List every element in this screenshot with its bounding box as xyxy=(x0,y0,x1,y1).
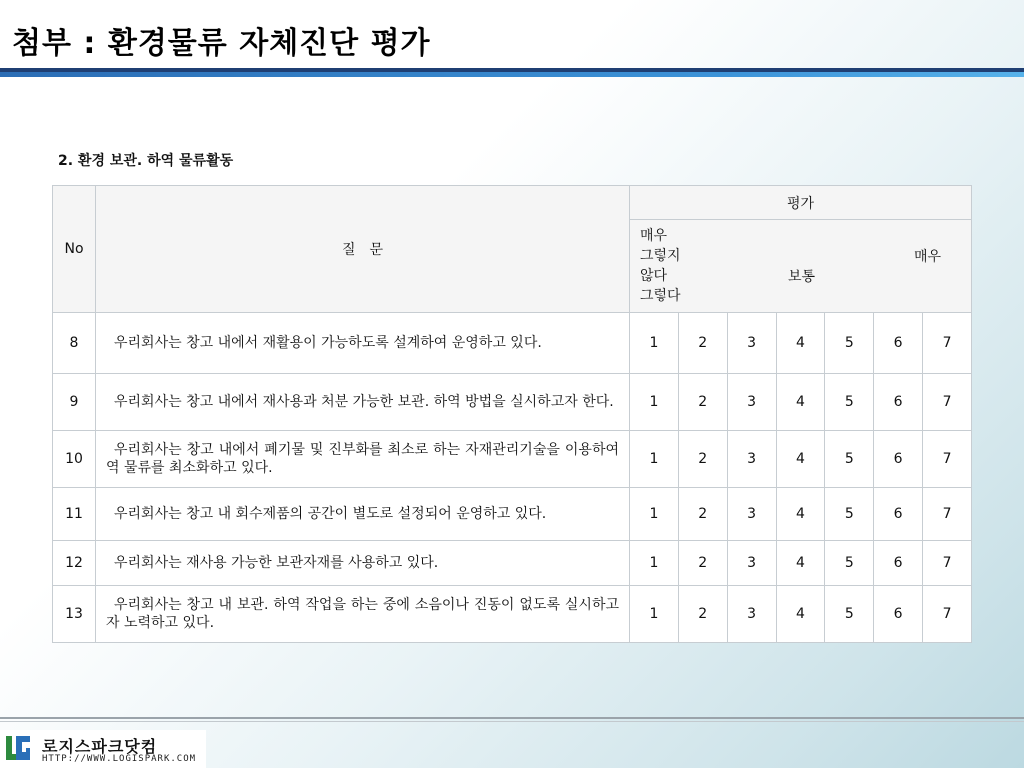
score-option-4[interactable]: 4 xyxy=(776,541,825,586)
score-option-3[interactable]: 3 xyxy=(727,374,776,431)
score-option-3[interactable]: 3 xyxy=(727,586,776,643)
score-option-5[interactable]: 5 xyxy=(825,431,874,488)
table-row xyxy=(53,488,972,541)
score-option-3[interactable]: 3 xyxy=(727,313,776,374)
row-number: 10 xyxy=(53,431,96,488)
score-option-6[interactable]: 6 xyxy=(874,488,923,541)
score-option-5[interactable]: 5 xyxy=(825,586,874,643)
table-body xyxy=(53,313,972,643)
score-option-1[interactable]: 1 xyxy=(630,431,679,488)
row-number: 8 xyxy=(53,313,96,374)
score-option-7[interactable]: 7 xyxy=(923,374,972,431)
table-row xyxy=(53,541,972,586)
table-row xyxy=(53,431,972,488)
question-cell xyxy=(96,313,630,374)
title-divider-light xyxy=(0,72,1024,77)
score-option-4[interactable]: 4 xyxy=(776,431,825,488)
question-cell xyxy=(96,374,630,431)
score-option-1[interactable]: 1 xyxy=(630,488,679,541)
logistics-logo-icon xyxy=(4,734,32,762)
score-option-5[interactable]: 5 xyxy=(825,541,874,586)
score-option-6[interactable]: 6 xyxy=(874,313,923,374)
question-cell xyxy=(96,488,630,541)
score-option-7[interactable]: 7 xyxy=(923,488,972,541)
row-number: 12 xyxy=(53,541,96,586)
question-text: 우리회사는 재사용 가능한 보관자재를 사용하고 있다. xyxy=(114,555,439,571)
scale-legend-mid: 보통 xyxy=(788,269,816,285)
footer-divider xyxy=(0,717,1024,719)
question-cell xyxy=(96,431,630,488)
question-text: 우리회사는 창고 내 보관. 하역 작업을 하는 중에 소음이나 진동이 없도록 실시하고자 노력하고 있다. xyxy=(106,597,619,631)
question-text: 우리회사는 창고 내에서 재사용과 처분 가능한 보관. 하역 방법을 실시하고자 한다. xyxy=(114,394,614,410)
score-option-1[interactable]: 1 xyxy=(630,374,679,431)
section-subtitle: 2. 환경 보관. 하역 물류활동 xyxy=(58,153,234,169)
logo-url: HTTP://WWW.LOGISPARK.COM xyxy=(42,754,197,764)
scale-legend-low-line1: 매우 xyxy=(640,228,668,244)
scale-legend-low xyxy=(640,226,681,306)
column-header-question: 질 문 xyxy=(96,186,630,313)
column-header-no: No xyxy=(53,186,96,313)
score-option-5[interactable]: 5 xyxy=(825,313,874,374)
table-row xyxy=(53,313,972,374)
score-option-6[interactable]: 6 xyxy=(874,541,923,586)
score-option-7[interactable]: 7 xyxy=(923,541,972,586)
score-option-2[interactable]: 2 xyxy=(678,313,727,374)
score-option-2[interactable]: 2 xyxy=(678,586,727,643)
score-option-2[interactable]: 2 xyxy=(678,488,727,541)
question-text: 우리회사는 창고 내에서 재활용이 가능하도록 설계하여 운영하고 있다. xyxy=(114,335,542,351)
score-option-3[interactable]: 3 xyxy=(727,541,776,586)
score-option-5[interactable]: 5 xyxy=(825,488,874,541)
table-row xyxy=(53,586,972,643)
question-cell xyxy=(96,586,630,643)
score-option-6[interactable]: 6 xyxy=(874,374,923,431)
score-option-6[interactable]: 6 xyxy=(874,586,923,643)
score-option-1[interactable]: 1 xyxy=(630,541,679,586)
footer-divider-thin xyxy=(0,721,1024,722)
row-number: 9 xyxy=(53,374,96,431)
scale-legend-low-line4: 그렇다 xyxy=(640,288,681,304)
score-option-1[interactable]: 1 xyxy=(630,313,679,374)
score-option-5[interactable]: 5 xyxy=(825,374,874,431)
scale-legend-high: 매우 xyxy=(913,249,941,265)
logo-name: 로지스파크닷컴 xyxy=(42,737,158,756)
column-header-evaluation: 평가 xyxy=(630,186,972,220)
score-option-3[interactable]: 3 xyxy=(727,488,776,541)
score-option-4[interactable]: 4 xyxy=(776,488,825,541)
score-option-4[interactable]: 4 xyxy=(776,586,825,643)
score-option-6[interactable]: 6 xyxy=(874,431,923,488)
evaluation-table xyxy=(52,185,972,643)
score-option-2[interactable]: 2 xyxy=(678,541,727,586)
scale-legend xyxy=(630,220,972,313)
scale-legend-low-line2: 그렇지 xyxy=(640,248,681,264)
score-option-4[interactable]: 4 xyxy=(776,313,825,374)
score-option-7[interactable]: 7 xyxy=(923,431,972,488)
row-number: 11 xyxy=(53,488,96,541)
question-text: 우리회사는 창고 내에서 폐기물 및 진부화를 최소로 하는 자재관리기술을 이용하여 역 물류를 최소화하고 있다. xyxy=(106,442,619,476)
page-title: 첨부 : 환경물류 자체진단 평가 xyxy=(12,26,431,61)
score-option-3[interactable]: 3 xyxy=(727,431,776,488)
row-number: 13 xyxy=(53,586,96,643)
question-text: 우리회사는 창고 내 회수제품의 공간이 별도로 설정되어 운영하고 있다. xyxy=(114,506,547,522)
score-option-2[interactable]: 2 xyxy=(678,431,727,488)
scale-legend-low-line3: 않다 xyxy=(640,268,668,284)
score-option-7[interactable]: 7 xyxy=(923,313,972,374)
question-cell xyxy=(96,541,630,586)
table-row xyxy=(53,374,972,431)
score-option-2[interactable]: 2 xyxy=(678,374,727,431)
score-option-7[interactable]: 7 xyxy=(923,586,972,643)
score-option-1[interactable]: 1 xyxy=(630,586,679,643)
logo xyxy=(0,730,206,768)
score-option-4[interactable]: 4 xyxy=(776,374,825,431)
